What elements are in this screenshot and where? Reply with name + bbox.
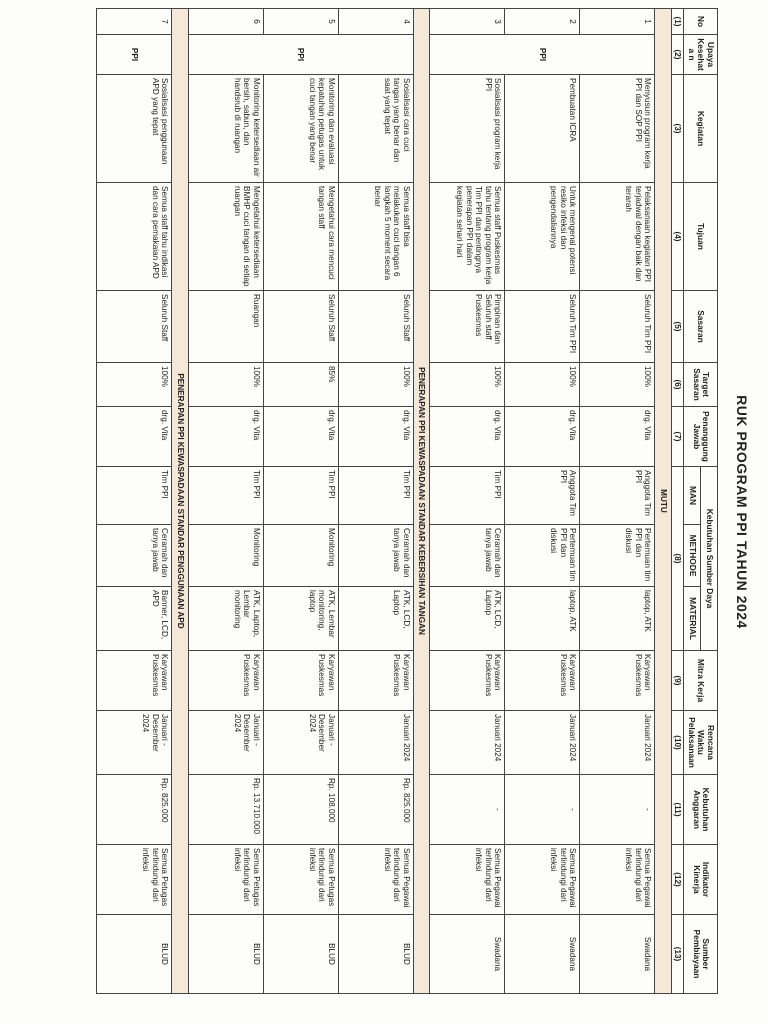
cell-sasaran: Seluruh Staff (338, 291, 413, 363)
cell-anggaran: Rp. 825.000 (338, 775, 413, 845)
cell-methode: Monitoring (263, 525, 338, 587)
cell-man: Tim PPI (188, 467, 263, 525)
cell-indikator: Semua Pegawai terlindungi dari infeksi (580, 845, 655, 915)
cell-pj: drg. Vita (263, 407, 338, 467)
cell-target: 100% (188, 363, 263, 407)
cell-man: Tim PPI (430, 467, 505, 525)
cell-indikator: Semua Petugas terlindungi dari infeksi (97, 845, 172, 915)
header-upaya: Upaya Kesehata n (684, 35, 718, 75)
cell-material: ATK, LCD, Laptop (430, 587, 505, 651)
section-row-apd (172, 9, 188, 994)
cell-tujuan: Mengetahui cara mencuci tangan staff (263, 183, 338, 291)
cell-material: Banner, LCD, APD (97, 587, 172, 651)
cell-waktu: Januari 2024 (338, 711, 413, 775)
cell-anggaran: Rp. 825.000 (97, 775, 172, 845)
col-number: (7) (671, 407, 683, 467)
cell-material: ATK, LCD, Laptop (338, 587, 413, 651)
col-number: (13) (671, 915, 683, 994)
cell-target: 100% (580, 363, 655, 407)
cell-kegiatan: Pembuatan ICRA (505, 75, 580, 183)
cell-sumber: Swadana (505, 915, 580, 994)
cell-methode: Monitoring (188, 525, 263, 587)
cell-pj: drg. Vita (430, 407, 505, 467)
col-number: (9) (671, 651, 683, 711)
header-anggaran: Kebutuhan Anggaran (684, 775, 718, 845)
cell-no: 3 (430, 9, 505, 35)
cell-sasaran: Seluruh Staff (97, 291, 172, 363)
col-number: (12) (671, 845, 683, 915)
section-row-kebersihan-tangan (413, 9, 429, 994)
cell-pj: drg. Vita (505, 407, 580, 467)
cell-mitra: Karyawan Puskesmas (505, 651, 580, 711)
cell-man: Tim PPI (97, 467, 172, 525)
table-row (580, 9, 655, 994)
header-sasaran: Sasaran (684, 291, 718, 363)
cell-mitra: Karyawan Puskesmas (188, 651, 263, 711)
header-no: No (684, 9, 718, 35)
cell-target: 100% (430, 363, 505, 407)
cell-kegiatan: Menyusun program kerja PPI dan SOP PPI (580, 75, 655, 183)
cell-no: 5 (263, 9, 338, 35)
cell-kegiatan: Monitoring dan evaluasi kepatuhan petugas untuk cuci tangan yang benar (263, 75, 338, 183)
cell-waktu: Januari 2024 (430, 711, 505, 775)
cell-methode: Pertemuan tim PPI dan diskusi (580, 525, 655, 587)
cell-sumber: BLUD (97, 915, 172, 994)
cell-waktu: Januari 2024 (505, 711, 580, 775)
col-number: (5) (671, 291, 683, 363)
header-kebutuhan: Kebutuhan Sumber Daya (701, 467, 718, 651)
cell-waktu: Januari - Desember 2024 (97, 711, 172, 775)
cell-indikator: Semua Petugas terlindungi dari infeksi (263, 845, 338, 915)
col-number: (2) (671, 35, 683, 75)
cell-material: laptop, ATK (505, 587, 580, 651)
cell-indikator: Semua Pegawai terlindungi dari infeksi (338, 845, 413, 915)
cell-waktu: Januari 2024 (580, 711, 655, 775)
col-number: (11) (671, 775, 683, 845)
cell-pj: drg. Vita (188, 407, 263, 467)
cell-man: Tim PPI (263, 467, 338, 525)
cell-indikator: Semua Pegawai terlindungi dari infeksi (430, 845, 505, 915)
header-target: Target Sasaran (684, 363, 718, 407)
header-kegiatan: Kegiatan (684, 75, 718, 183)
table-row (97, 9, 172, 994)
cell-kegiatan: Sosialisasi program kerja PPI (430, 75, 505, 183)
cell-material: ATK, Laptop, Lembar monitoring (188, 587, 263, 651)
cell-target: 100% (505, 363, 580, 407)
cell-program: PPI (188, 35, 413, 75)
cell-sasaran: Seluruh Tim PPI (505, 291, 580, 363)
cell-man: Anggota Tim PPI (580, 467, 655, 525)
cell-methode: Ceramah dan tanya jawab (97, 525, 172, 587)
cell-program: PPI (430, 35, 655, 75)
header-man: MAN (684, 467, 701, 525)
cell-tujuan: Semua staff bisa melakukan cuci tangan 6 langkah 5 moment secara benar (338, 183, 413, 291)
header-indikator: Indikator Kinerja (684, 845, 718, 915)
cell-kegiatan: Sosialisasi penggunaan APD yang tepat (97, 75, 172, 183)
cell-mitra: Karyawan Puskesmas (580, 651, 655, 711)
cell-sumber: Swadana (430, 915, 505, 994)
cell-waktu: Januari - Desember 2024 (263, 711, 338, 775)
cell-waktu: Januari - Desember 2024 (188, 711, 263, 775)
cell-sasaran: Ruangan (188, 291, 263, 363)
cell-mitra: Karyawan Puskesmas (263, 651, 338, 711)
table-row (188, 9, 263, 994)
cell-pj: drg. Vita (97, 407, 172, 467)
cell-target: 100% (338, 363, 413, 407)
cell-anggaran: Rp. 108.000 (263, 775, 338, 845)
cell-kegiatan: Monitoring ketersediaan air bersih, sabun, dan handsrub di ruangan (188, 75, 263, 183)
col-number: (4) (671, 183, 683, 291)
document-title: RUK PROGRAM PPI TAHUN 2024 (734, 395, 750, 629)
section-row-mutu (655, 9, 671, 994)
cell-no: 7 (97, 9, 172, 35)
cell-anggaran: - (430, 775, 505, 845)
cell-tujuan: Untuk mengenal potensi resiko infeksi dan pengendaliannya (505, 183, 580, 291)
col-number: (10) (671, 711, 683, 775)
cell-tujuan: Mengetahui ketersediaan BMHP cuci tangan di setiap ruangan (188, 183, 263, 291)
cell-mitra: Karyawan Puskesmas (338, 651, 413, 711)
section-title: PENERAPAN PPI KEWASPADAAN STANDAR KEBERSIHAN TANGAN (413, 9, 429, 994)
cell-mitra: Karyawan Puskesmas (97, 651, 172, 711)
section-title: PENERAPAN PPI KEWASPADAAN STANDAR PENGGUNAAN APD (172, 9, 188, 994)
header-penanggung-jawab: Penanggung Jawab (684, 407, 718, 467)
header-material: MATERIAL (684, 587, 701, 651)
header-mitra: Mitra Kerja (684, 651, 718, 711)
col-number: (1) (671, 9, 683, 35)
cell-sasaran: Seluruh Tim PPI (580, 291, 655, 363)
cell-sasaran: Seluruh Staff (263, 291, 338, 363)
cell-anggaran: - (505, 775, 580, 845)
col-number: (8) (671, 467, 683, 651)
cell-sumber: BLUD (338, 915, 413, 994)
cell-tujuan: Semua staff Puskesmas tahu tentang program kerja Tim PPI dan pentingnya penerapan PPI dalam kegiatan sehari hari (430, 183, 505, 291)
cell-target: 85% (263, 363, 338, 407)
cell-anggaran: - (580, 775, 655, 845)
cell-methode: Ceramah dan tanya jawab (430, 525, 505, 587)
cell-tujuan: Pelaksanaan kegiatan PPI terjadwal dengan baik dan terarah (580, 183, 655, 291)
cell-sumber: Swadana (580, 915, 655, 994)
cell-material: ATK, Lembar monitoring, laptop (263, 587, 338, 651)
header-tujuan: Tujuan (684, 183, 718, 291)
header-row (701, 9, 718, 994)
cell-methode: Pertemuan tim PPI dan diskusi (505, 525, 580, 587)
cell-no: 4 (338, 9, 413, 35)
section-title: MUTU (655, 9, 671, 994)
table-row (505, 9, 580, 994)
header-methode: METHODE (684, 525, 701, 587)
cell-mitra: Karyawan Puskesmas (430, 651, 505, 711)
table-row (338, 9, 413, 994)
cell-program: PPI (97, 35, 172, 75)
cell-sumber: BLUD (188, 915, 263, 994)
table-row (263, 9, 338, 994)
cell-indikator: Semua Petugas terlindungi dari infeksi (188, 845, 263, 915)
cell-tujuan: Semua staff tahu indikasi dan cara pemakaian APD (97, 183, 172, 291)
cell-sasaran: Pimpinan dan Seluruh staff Puskesmas (430, 291, 505, 363)
header-sumber: Sumber Pembiayaan (684, 915, 718, 994)
cell-pj: drg. Vita (338, 407, 413, 467)
cell-methode: Ceramah dan tanya jawab (338, 525, 413, 587)
col-number: (3) (671, 75, 683, 183)
cell-man: Anggota Tim PPI (505, 467, 580, 525)
table-row (430, 9, 505, 994)
cell-indikator: Semua Pegawai terlindungi dari infeksi (505, 845, 580, 915)
cell-kegiatan: Sosialisasi cara cuci tangan yang benar dan saat yang tepat (338, 75, 413, 183)
cell-no: 2 (505, 9, 580, 35)
column-number-row (671, 9, 683, 994)
cell-anggaran: Rp. 13.710.000 (188, 775, 263, 845)
cell-man: Tim PPI (338, 467, 413, 525)
cell-no: 1 (580, 9, 655, 35)
col-number: (6) (671, 363, 683, 407)
cell-no: 6 (188, 9, 263, 35)
header-waktu: Rencana Waktu Pelaksanaan (684, 711, 718, 775)
cell-material: laptop, ATK (580, 587, 655, 651)
cell-target: 100% (97, 363, 172, 407)
cell-pj: drg. Vita (580, 407, 655, 467)
program-table (96, 8, 718, 994)
cell-sumber: BLUD (263, 915, 338, 994)
